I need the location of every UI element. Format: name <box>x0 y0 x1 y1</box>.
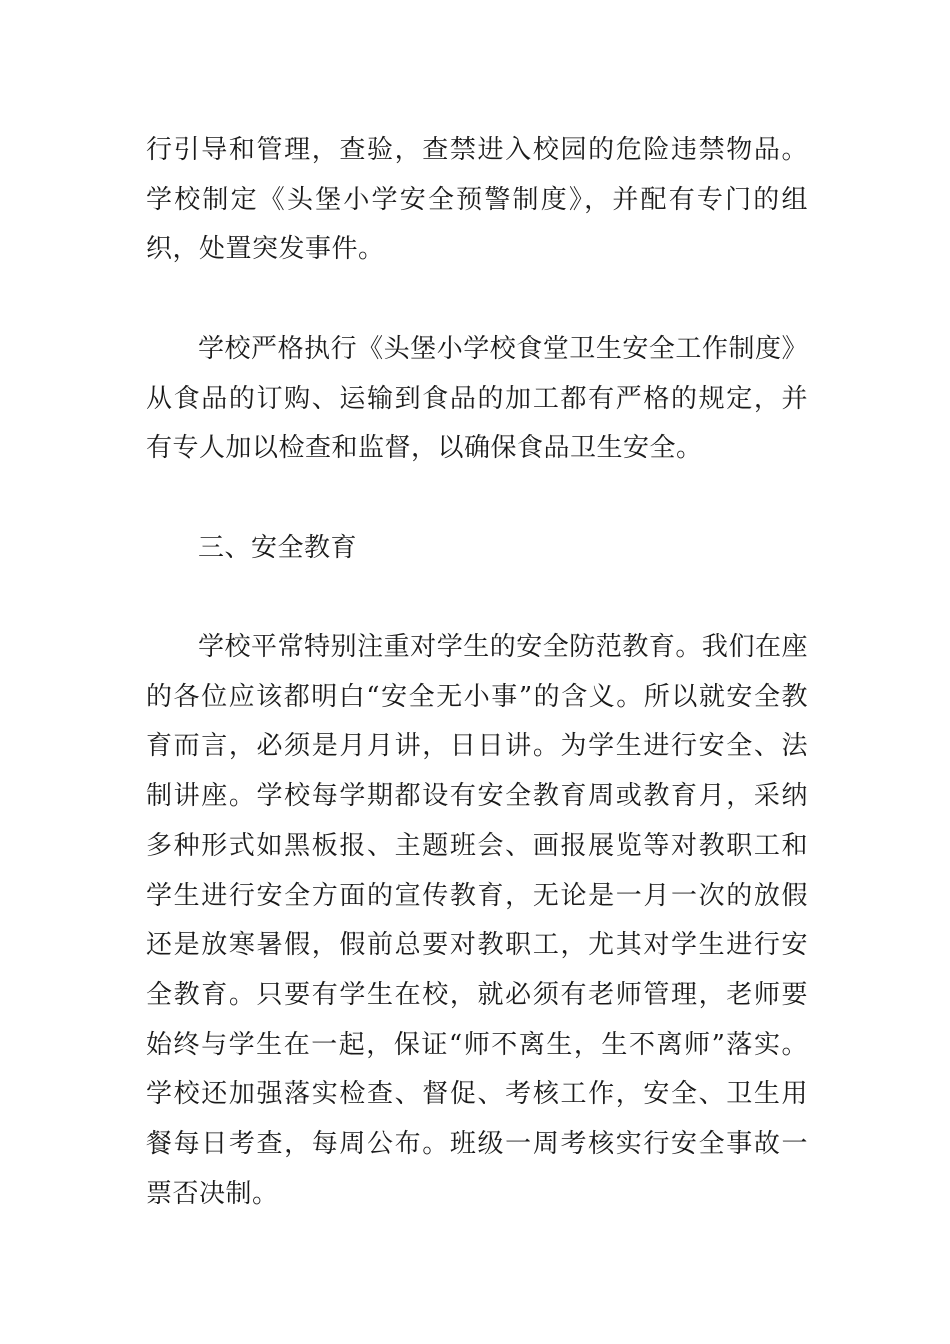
paragraph-continuation: 行引导和管理，查验，查禁进入校园的危险违禁物品。学校制定《头堡小学安全预警制度》，并配有专门的组织，处置突发事件。 <box>146 135 808 265</box>
section-heading-safety-education: 三、安全教育 <box>198 533 358 563</box>
paragraph-canteen-safety: 学校严格执行《头堡小学校食堂卫生安全工作制度》从食品的订购、运输到食品的加工都有严格的规定，并有专人加以检查和监督，以确保食品卫生安全。 <box>146 334 808 464</box>
paragraph-safety-education: 学校平常特别注重对学生的安全防范教育。我们在座的各位应该都明白“安全无小事”的含义。所以就安全教育而言，必须是月月讲，日日讲。为学生进行安全、法制讲座。学校每学期都设有安全教育周或教育月，采纳多种形式如黑板报、主题班会、画报展览等对教职工和学生进行安全方面的宣传教育，无论是一月一次的放假还是放寒暑假，假前总要对教职工，尤其对学生进行安全教育。只要有学生在校，就必须有老师管理，老师要始终与学生在一起，保证“师不离生，生不离师”落实。学校还加强落实检查、督促、考核工作，安全、卫生用餐每日考查，每周公布。班级一周考核实行安全事故一票否决制。 <box>146 632 808 1209</box>
